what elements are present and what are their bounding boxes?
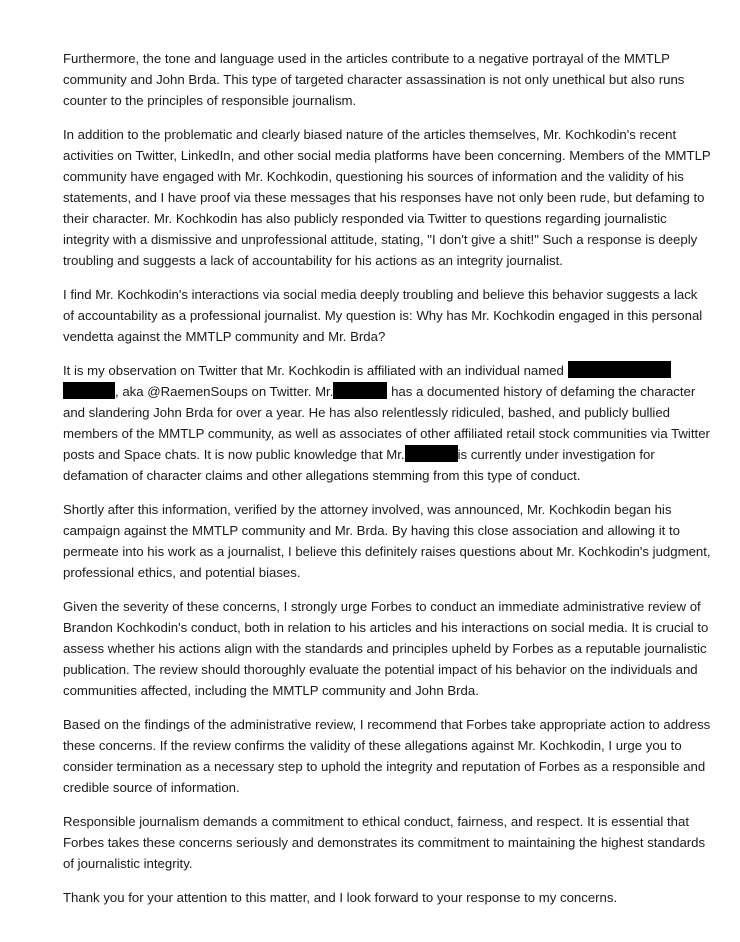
paragraph-social-media-activity: In addition to the problematic and clearly biased nature of the articles themselves, Mr. Kochkodin's recent activities on Twitter, LinkedIn, and other social media platforms have been concerning. Members of the MMTLP community have engaged with Mr. Kochkodin, questioning his sources of information and the validity of his statements, and I have proof via these messages that his responses have not only been rude, but defaming to their character. Mr. Kochkodin has also publicly responded via Twitter to questions regarding journalistic integrity with a dismissive and unprofessional attitude, stating, "I don't give a shit!" Such a response is deeply troubling and suggests a lack of accountability for his actions as an integrity journalist.: [63, 127, 711, 268]
affiliation-text-4: is currently under investigation for defamation of character claims and other allegations stemming from this type of conduct.: [63, 447, 655, 483]
affiliation-text-2: , aka @RaemenSoups on Twitter. Mr.: [115, 384, 334, 399]
paragraph-campaign: Shortly after this information, verified by the attorney involved, was announced, Mr. Kochkodin began his campaign against the MMTLP community and Mr. Brda. By having this close association and allowing it to permeate into his work as a journalist, I believe this definitely raises questions about Mr. Kochkodin's judgment, professional ethics, and potential biases.: [63, 502, 711, 580]
paragraph-affiliation: [63, 360, 711, 486]
paragraph-responsible-journalism: Responsible journalism demands a commitment to ethical conduct, fairness, and respect. It is essential that Forbes takes these concerns seriously and demonstrates its commitment to maintaining the highest standards of journalistic integrity.: [63, 814, 706, 871]
redaction-block: [405, 445, 458, 462]
redaction-block: [63, 382, 115, 399]
paragraph-accountability-question: I find Mr. Kochkodin's interactions via social media deeply troubling and believe this behavior suggests a lack of accountability as a professional journalist. My question is: Why has Mr. Kochkodin engaged in this personal vendetta against the MMTLP community and Mr. Brda?: [63, 287, 703, 344]
redaction-block: [568, 361, 671, 378]
redaction-block: [333, 382, 387, 399]
affiliation-text-1: It is my observation on Twitter that Mr. Kochkodin is affiliated with an individual named: [63, 363, 564, 378]
affiliation-text-3: has a documented history of defaming the character and slandering John Brda for over a year. He has also relentlessly ridiculed, bashed, and publicly bullied members of the MMTLP community, as well as associates of other affiliated retail stock communities via Twitter posts and Space chats. It is now public knowledge that Mr.: [63, 384, 710, 462]
paragraph-tone-language: Furthermore, the tone and language used in the articles contribute to a negative portrayal of the MMTLP community and John Brda. This type of targeted character assassination is not only unethical but also runs counter to the principles of responsible journalism.: [63, 51, 685, 108]
paragraph-closing: Thank you for your attention to this matter, and I look forward to your response to my concerns.: [63, 890, 618, 905]
paragraph-recommendation: Based on the findings of the administrative review, I recommend that Forbes take appropriate action to address these concerns. If the review confirms the validity of these allegations against Mr. Kochkodin, I urge you to consider termination as a necessary step to uphold the integrity and reputation of Forbes as a responsible and credible source of information.: [63, 717, 711, 795]
letter-body: [63, 48, 711, 921]
paragraph-review-request: Given the severity of these concerns, I strongly urge Forbes to conduct an immediate administrative review of Brandon Kochkodin's conduct, both in relation to his articles and his interactions on social media. It is crucial to assess whether his actions align with the standards and principles upheld by Forbes as a reputable journalistic publication. The review should thoroughly evaluate the potential impact of his behavior on the individuals and communities affected, including the MMTLP community and John Brda.: [63, 599, 709, 698]
